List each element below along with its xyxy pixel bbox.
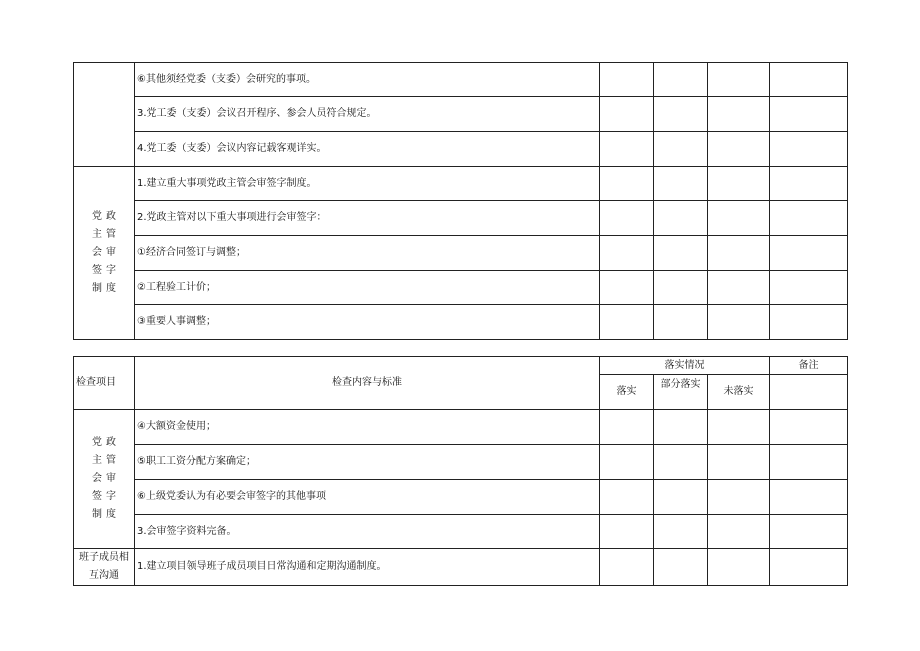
table-row [74,410,848,445]
check-cell [654,515,708,549]
content-cell: 2.党政主管对以下重大事项进行会审签字： [135,201,600,236]
check-cell [600,236,654,271]
check-cell [654,63,708,97]
check-cell [708,515,770,549]
check-cell [654,236,708,271]
remark-cell [770,132,848,167]
table-row [74,515,848,549]
header-done: 落实 [600,375,654,410]
check-cell [600,97,654,132]
content-cell: ③重要人事调整； [135,305,600,340]
check-cell [654,167,708,201]
header-item: 检查项目 [74,357,135,410]
check-cell [600,305,654,340]
category-cell: 党政主管会审签字制度 [74,410,135,549]
check-cell [600,132,654,167]
check-cell [600,515,654,549]
remark-cell [770,410,848,445]
check-cell [654,271,708,305]
check-cell [600,549,654,586]
content-cell: ⑥上级党委认为有必要会审签字的其他事项 [135,480,600,515]
content-cell: 4.党工委（支委）会议内容记载客观详实。 [135,132,600,167]
table-row [74,167,848,201]
check-cell [708,480,770,515]
remark-cell [770,480,848,515]
check-cell [600,480,654,515]
table-row [74,271,848,305]
check-cell [708,410,770,445]
table-row [74,549,848,586]
remark-cell [770,201,848,236]
check-cell [708,201,770,236]
check-cell [708,236,770,271]
table-row [74,201,848,236]
remark-cell [770,236,848,271]
header-partial: 部分落实 [654,375,708,410]
content-cell: ⑥其他须经党委（支委）会研究的事项。 [135,63,600,97]
remark-cell [770,305,848,340]
content-cell: ④大额资金使用； [135,410,600,445]
check-cell [708,132,770,167]
check-cell [654,97,708,132]
check-cell [708,549,770,586]
remark-cell [770,97,848,132]
category-cell: 班子成员相互沟通 [74,549,135,586]
check-cell [600,167,654,201]
table-1 [73,62,848,340]
check-cell [708,305,770,340]
table-2 [73,356,848,586]
check-cell [600,445,654,480]
table-row [74,480,848,515]
remark-cell [770,445,848,480]
table-row [74,236,848,271]
check-cell [654,410,708,445]
header-status: 落实情况 [600,357,770,375]
content-cell: 3.会审签字资料完备。 [135,515,600,549]
category-cell-empty [74,63,135,167]
header-content: 检查内容与标准 [135,357,600,410]
check-cell [708,63,770,97]
content-cell: ①经济合同签订与调整； [135,236,600,271]
header-not-done: 未落实 [708,375,770,410]
table-row [74,63,848,97]
check-cell [708,445,770,480]
remark-cell [770,271,848,305]
check-cell [708,271,770,305]
check-cell [600,201,654,236]
table-row [74,445,848,480]
check-cell [708,97,770,132]
remark-cell [770,167,848,201]
remark-cell [770,515,848,549]
content-cell: 3.党工委（支委）会议召开程序、参会人员符合规定。 [135,97,600,132]
header-remark: 备注 [770,357,848,375]
check-cell [654,305,708,340]
check-cell [654,445,708,480]
check-cell [600,410,654,445]
check-cell [708,167,770,201]
check-cell [600,63,654,97]
check-cell [654,201,708,236]
table-row [74,305,848,340]
category-cell: 党政主管会审签字制度 [74,167,135,340]
check-cell [654,132,708,167]
check-cell [600,271,654,305]
remark-cell [770,63,848,97]
content-cell: 1.建立重大事项党政主管会审签字制度。 [135,167,600,201]
table-row [74,132,848,167]
header-row [74,357,848,375]
content-cell: 1.建立项目领导班子成员项目日常沟通和定期沟通制度。 [135,549,600,586]
table-row [74,97,848,132]
remark-cell [770,375,848,410]
remark-cell [770,549,848,586]
content-cell: ⑤职工工资分配方案确定； [135,445,600,480]
check-cell [654,549,708,586]
check-cell [654,480,708,515]
content-cell: ②工程验工计价； [135,271,600,305]
